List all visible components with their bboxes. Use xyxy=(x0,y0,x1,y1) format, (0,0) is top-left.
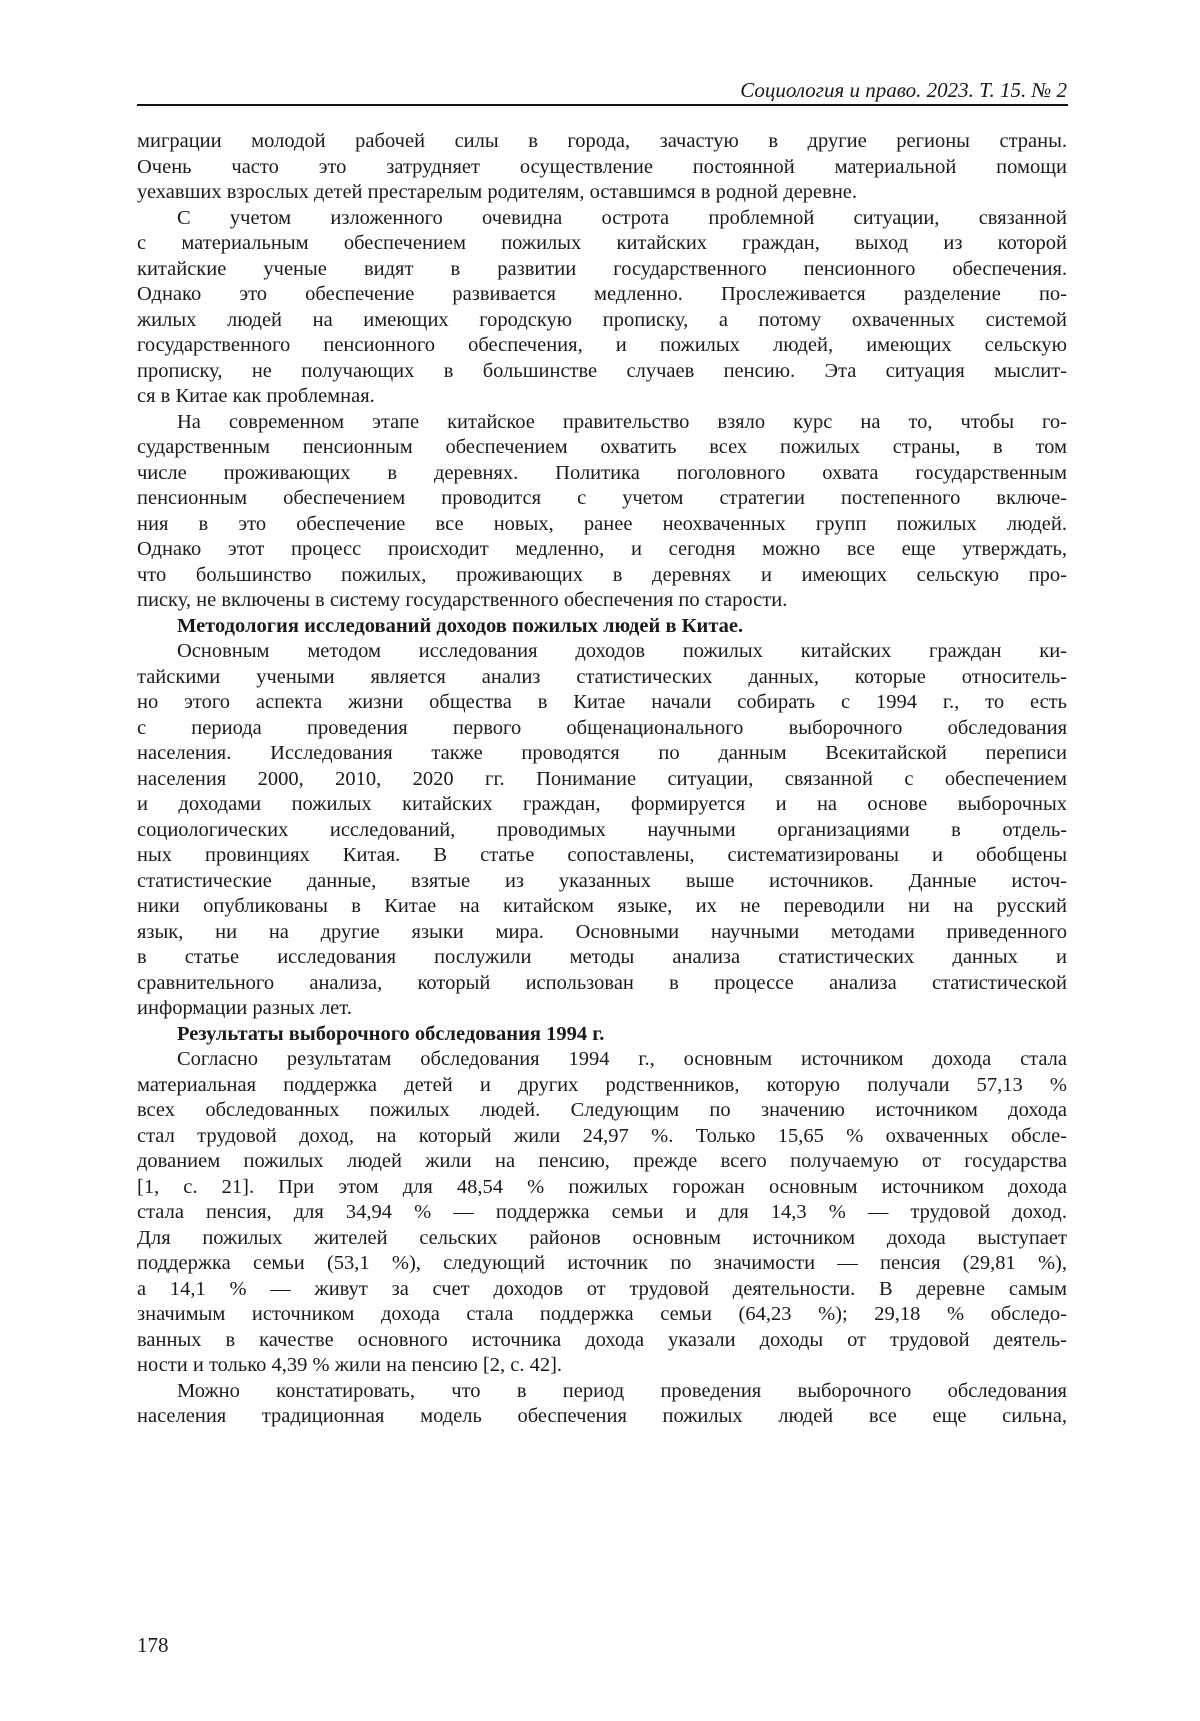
paragraph xyxy=(137,410,1067,614)
text-line: пенсионным обеспечением проводится с учетом стратегии постепенного включе- xyxy=(137,486,1067,512)
text-line: с материальным обеспечением пожилых китайских граждан, выход из которой xyxy=(137,231,1067,257)
text-line: стал трудовой доход, на который жили 24,97 %. Только 15,65 % охваченных обсле- xyxy=(137,1124,1067,1150)
text-line: писку, не включены в систему государственного обеспечения по старости. xyxy=(137,588,1067,614)
text-line: ния в это обеспечение все новых, ранее неохваченных групп пожилых людей. xyxy=(137,512,1067,538)
text-line: язык, ни на другие языки мира. Основными научными методами приведенного xyxy=(137,920,1067,946)
text-line: ных провинциях Китая. В статье сопоставлены, систематизированы и обобщены xyxy=(137,843,1067,869)
section-heading xyxy=(137,614,1067,640)
text-line: материальная поддержка детей и других родственников, которую получали 57,13 % xyxy=(137,1073,1067,1099)
text-line: Основным методом исследования доходов пожилых китайских граждан ки- xyxy=(137,639,1067,665)
text-line: сравнительного анализа, который использован в процессе анализа статистической xyxy=(137,971,1067,997)
text-line: Согласно результатам обследования 1994 г., основным источником дохода стала xyxy=(137,1047,1067,1073)
text-line: дованием пожилых людей жили на пенсию, прежде всего получаемую от государства xyxy=(137,1149,1067,1175)
page-number: 178 xyxy=(137,1633,169,1658)
text-line: государственного пенсионного обеспечения, и пожилых людей, имеющих сельскую xyxy=(137,333,1067,359)
text-line: всех обследованных пожилых людей. Следующим по значению источником дохода xyxy=(137,1098,1067,1124)
text-line: но этого аспекта жизни общества в Китае начали собирать с 1994 г., то есть xyxy=(137,690,1067,716)
text-line: населения 2000, 2010, 2020 гг. Понимание ситуации, связанной с обеспечением xyxy=(137,767,1067,793)
text-line: жилых людей на имеющих городскую прописку, а потому охваченных системой xyxy=(137,308,1067,334)
text-line: Однако этот процесс происходит медленно, и сегодня можно все еще утверждать, xyxy=(137,537,1067,563)
text-line: Для пожилых жителей сельских районов основным источником дохода выступает xyxy=(137,1226,1067,1252)
text-line: уехавших взрослых детей престарелым родителям, оставшимся в родной деревне. xyxy=(137,180,1067,206)
text-line: населения традиционная модель обеспечения пожилых людей все еще сильна, xyxy=(137,1404,1067,1430)
text-line: Методология исследований доходов пожилых людей в Китае. xyxy=(137,614,1067,640)
text-line: поддержка семьи (53,1 %), следующий источник по значимости — пенсия (29,81 %), xyxy=(137,1251,1067,1277)
paragraph xyxy=(137,1047,1067,1379)
text-line: населения. Исследования также проводятся по данным Всекитайской переписи xyxy=(137,741,1067,767)
text-line: с периода проведения первого общенационального выборочного обследования xyxy=(137,716,1067,742)
section-heading xyxy=(137,1022,1067,1048)
text-line: китайские ученые видят в развитии государственного пенсионного обеспечения. xyxy=(137,257,1067,283)
text-line: статистические данные, взятые из указанных выше источников. Данные источ- xyxy=(137,869,1067,895)
running-header: Социология и право. 2023. Т. 15. № 2 xyxy=(137,78,1067,103)
text-line: [1, с. 21]. При этом для 48,54 % пожилых горожан основным источником дохода xyxy=(137,1175,1067,1201)
text-line: На современном этапе китайское правительство взяло курс на то, чтобы го- xyxy=(137,410,1067,436)
paragraph xyxy=(137,639,1067,1022)
text-line: С учетом изложенного очевидна острота проблемной ситуации, связанной xyxy=(137,206,1067,232)
text-line: ности и только 4,39 % жили на пенсию [2, с. 42]. xyxy=(137,1353,1067,1379)
text-line: а 14,1 % — живут за счет доходов от трудовой деятельности. В деревне самым xyxy=(137,1277,1067,1303)
text-line: что большинство пожилых, проживающих в деревнях и имеющих сельскую про- xyxy=(137,563,1067,589)
text-line: в статье исследования послужили методы анализа статистических данных и xyxy=(137,945,1067,971)
text-line: ся в Китае как проблемная. xyxy=(137,384,1067,410)
text-line: и доходами пожилых китайских граждан, формируется и на основе выборочных xyxy=(137,792,1067,818)
text-line: Очень часто это затрудняет осуществление постоянной материальной помощи xyxy=(137,155,1067,181)
text-line: Однако это обеспечение развивается медленно. Прослеживается разделение по- xyxy=(137,282,1067,308)
text-line: значимым источником дохода стала поддержка семьи (64,23 %); 29,18 % обследо- xyxy=(137,1302,1067,1328)
header-rule xyxy=(137,104,1068,106)
text-line: Результаты выборочного обследования 1994 г. xyxy=(137,1022,1067,1048)
text-line: социологических исследований, проводимых научными организациями в отдель- xyxy=(137,818,1067,844)
paragraph xyxy=(137,1379,1067,1430)
paragraph xyxy=(137,129,1067,206)
text-line: информации разных лет. xyxy=(137,996,1067,1022)
article-body xyxy=(137,129,1067,1430)
text-line: сударственным пенсионным обеспечением охватить всех пожилых страны, в том xyxy=(137,435,1067,461)
text-line: миграции молодой рабочей силы в города, зачастую в другие регионы страны. xyxy=(137,129,1067,155)
paragraph xyxy=(137,206,1067,410)
text-line: ники опубликованы в Китае на китайском языке, их не переводили ни на русский xyxy=(137,894,1067,920)
text-line: ванных в качестве основного источника дохода указали доходы от трудовой деятель- xyxy=(137,1328,1067,1354)
text-line: числе проживающих в деревнях. Политика поголовного охвата государственным xyxy=(137,461,1067,487)
text-line: тайскими учеными является анализ статистических данных, которые относитель- xyxy=(137,665,1067,691)
text-line: стала пенсия, для 34,94 % — поддержка семьи и для 14,3 % — трудовой доход. xyxy=(137,1200,1067,1226)
text-line: прописку, не получающих в большинстве случаев пенсию. Эта ситуация мыслит- xyxy=(137,359,1067,385)
text-line: Можно констатировать, что в период проведения выборочного обследования xyxy=(137,1379,1067,1405)
